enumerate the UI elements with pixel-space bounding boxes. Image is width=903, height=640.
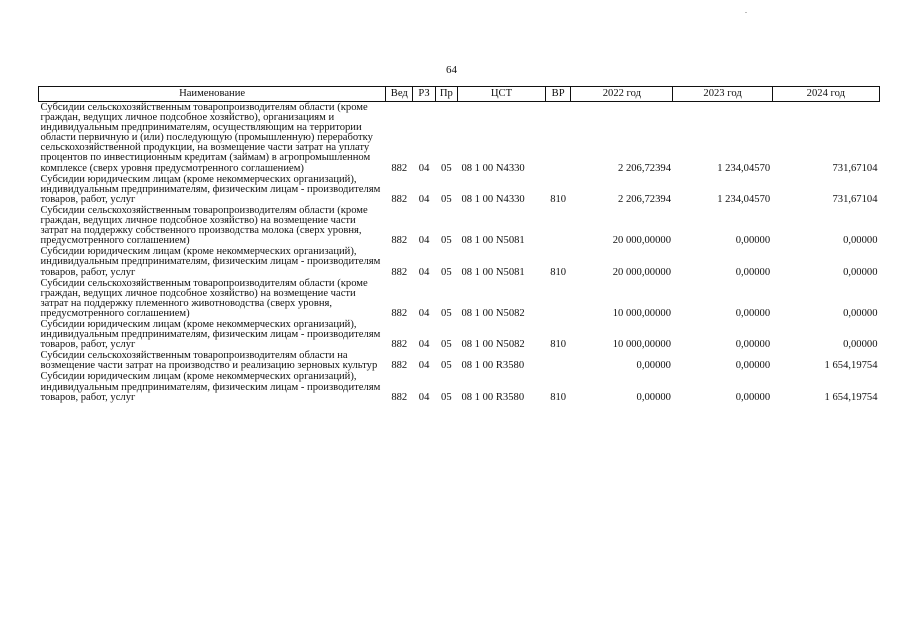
row-pr: 05: [441, 162, 452, 174]
row-2024: 0,00000: [843, 266, 878, 278]
row-ved: 882: [391, 360, 408, 372]
table-header: [39, 87, 880, 102]
row-2023: 0,00000: [735, 266, 771, 278]
row-2022: 2 206,72394: [618, 193, 671, 205]
row-name: Субсидии сельскохозяйственным товаропроизводителям области (кроме граждан, ведущих личное подсобное хозяйство), организациям и индивидуальным предпринимателям, осуществляющим на территории области первичную и (или) последующую (промышленную) переработку сельскохозяйственной продукции, на возмещение части затрат на уплату процентов по инвестиционным кредитам (займам) в агропромышленном комплексе (сверх уровня предусмотренного соглашением): [40, 102, 373, 174]
header-rz: РЗ: [413, 87, 435, 102]
row-2023: 1 234,04570: [717, 162, 771, 174]
row-rz: 04: [418, 235, 430, 247]
row-cst: 08 1 00 N5081: [461, 266, 525, 278]
table-body: [39, 102, 880, 403]
row-2023: 0,00000: [735, 307, 771, 319]
row-2022: 0,00000: [636, 391, 671, 403]
row-vr: 810: [550, 339, 567, 351]
header-pr: Пр: [435, 87, 457, 102]
row-cst: 08 1 00 N4330: [461, 162, 525, 174]
row-vr: 810: [550, 266, 567, 278]
row-ved: 882: [391, 162, 408, 174]
row-2022: 2 206,72394: [618, 162, 671, 174]
table-row: [39, 102, 880, 174]
row-2024: 1 654,19754: [824, 360, 878, 372]
row-cst: 08 1 00 N5081: [461, 235, 525, 247]
header-name: Наименование: [39, 87, 386, 102]
header-2024: 2024 год: [772, 87, 879, 102]
row-rz: 04: [418, 360, 430, 372]
row-cst: 08 1 00 N4330: [461, 193, 525, 205]
row-ved: 882: [391, 307, 408, 319]
header-ved: Вед: [386, 87, 413, 102]
row-2022: 0,00000: [636, 360, 671, 372]
row-rz: 04: [418, 307, 430, 319]
row-name: Субсидии юридическим лицам (кроме некоммерческих организаций), индивидуальным предпринимателям, физическим лицам - производителям товаров, работ, услуг: [40, 371, 381, 403]
row-vr: [545, 102, 570, 174]
row-name: Субсидии сельскохозяйственным товаропроизводителям области на возмещение части затрат на производство и реализацию зерновых культур: [40, 350, 378, 372]
row-2024: 731,67104: [832, 193, 878, 205]
row-2022: 20 000,00000: [612, 266, 671, 278]
row-name: Субсидии юридическим лицам (кроме некоммерческих организаций), индивидуальным предпринимателям, физическим лицам - производителям товаров, работ, услуг: [40, 173, 381, 205]
table-row: [39, 205, 880, 246]
row-vr: [545, 350, 570, 371]
row-rz: 04: [418, 339, 430, 351]
row-2023: 0,00000: [735, 360, 771, 372]
row-2024: 0,00000: [843, 339, 878, 351]
scan-speck: [745, 12, 747, 13]
row-name: Субсидии юридическим лицам (кроме некоммерческих организаций), индивидуальным предпринимателям, физическим лицам - производителям товаров, работ, услуг: [40, 318, 381, 351]
row-vr: [545, 278, 570, 319]
page-number: 64: [446, 64, 457, 76]
table-row: [39, 174, 880, 205]
table-row: [39, 371, 880, 402]
row-2023: 0,00000: [735, 391, 771, 403]
row-cst: 08 1 00 R3580: [461, 360, 525, 372]
row-pr: 05: [441, 391, 452, 403]
budget-table: [38, 86, 880, 403]
row-2024: 731,67104: [832, 162, 878, 174]
row-rz: 04: [418, 193, 430, 205]
row-pr: 05: [441, 266, 452, 278]
row-ved: 882: [391, 266, 408, 278]
header-cst: ЦСТ: [457, 87, 545, 102]
row-pr: 05: [441, 235, 452, 247]
row-2023: 1 234,04570: [717, 193, 771, 205]
row-2022: 20 000,00000: [612, 235, 671, 247]
row-name: Субсидии сельскохозяйственным товаропроизводителям области (кроме граждан, ведущих личное подсобное хозяйство) на возмещение части затрат на поддержку собственного производства молока (сверх уровня, предусмотренного соглашением): [40, 204, 368, 247]
header-2023: 2023 год: [673, 87, 772, 102]
row-name: Субсидии юридическим лицам (кроме некоммерческих организаций), индивидуальным предпринимателям, физическим лицам - производителям товаров, работ, услуг: [40, 246, 381, 278]
row-vr: 810: [550, 391, 567, 403]
row-ved: 882: [391, 391, 408, 403]
header-vr: ВР: [545, 87, 570, 102]
table-row: [39, 319, 880, 350]
row-ved: 882: [391, 339, 408, 351]
table-row: [39, 350, 880, 371]
row-cst: 08 1 00 N5082: [461, 307, 525, 319]
row-pr: 05: [441, 193, 452, 205]
row-name: Субсидии сельскохозяйственным товаропроизводителям области (кроме граждан, ведущих личное подсобное хозяйство) на возмещение части затрат на поддержку племенного животноводства (сверх уровня, предусмотренного соглашением): [40, 277, 368, 319]
header-2022: 2022 год: [571, 87, 673, 102]
row-ved: 882: [391, 193, 408, 205]
row-ved: 882: [391, 235, 408, 247]
row-cst: 08 1 00 N5082: [461, 339, 525, 351]
row-2022: 10 000,00000: [612, 339, 671, 351]
row-2024: 0,00000: [843, 307, 878, 319]
row-pr: 05: [441, 339, 452, 351]
row-rz: 04: [418, 162, 430, 174]
row-2022: 10 000,00000: [612, 307, 671, 319]
table-row: [39, 246, 880, 277]
row-vr: [545, 205, 570, 246]
row-cst: 08 1 00 R3580: [461, 391, 525, 403]
row-rz: 04: [418, 266, 430, 278]
row-2023: 0,00000: [735, 235, 771, 247]
row-2024: 1 654,19754: [824, 391, 878, 403]
row-pr: 05: [441, 307, 452, 319]
row-vr: 810: [550, 193, 567, 205]
row-2023: 0,00000: [735, 339, 771, 351]
row-pr: 05: [441, 360, 452, 372]
table-row: [39, 278, 880, 319]
row-rz: 04: [418, 391, 430, 403]
row-2024: 0,00000: [843, 235, 878, 247]
